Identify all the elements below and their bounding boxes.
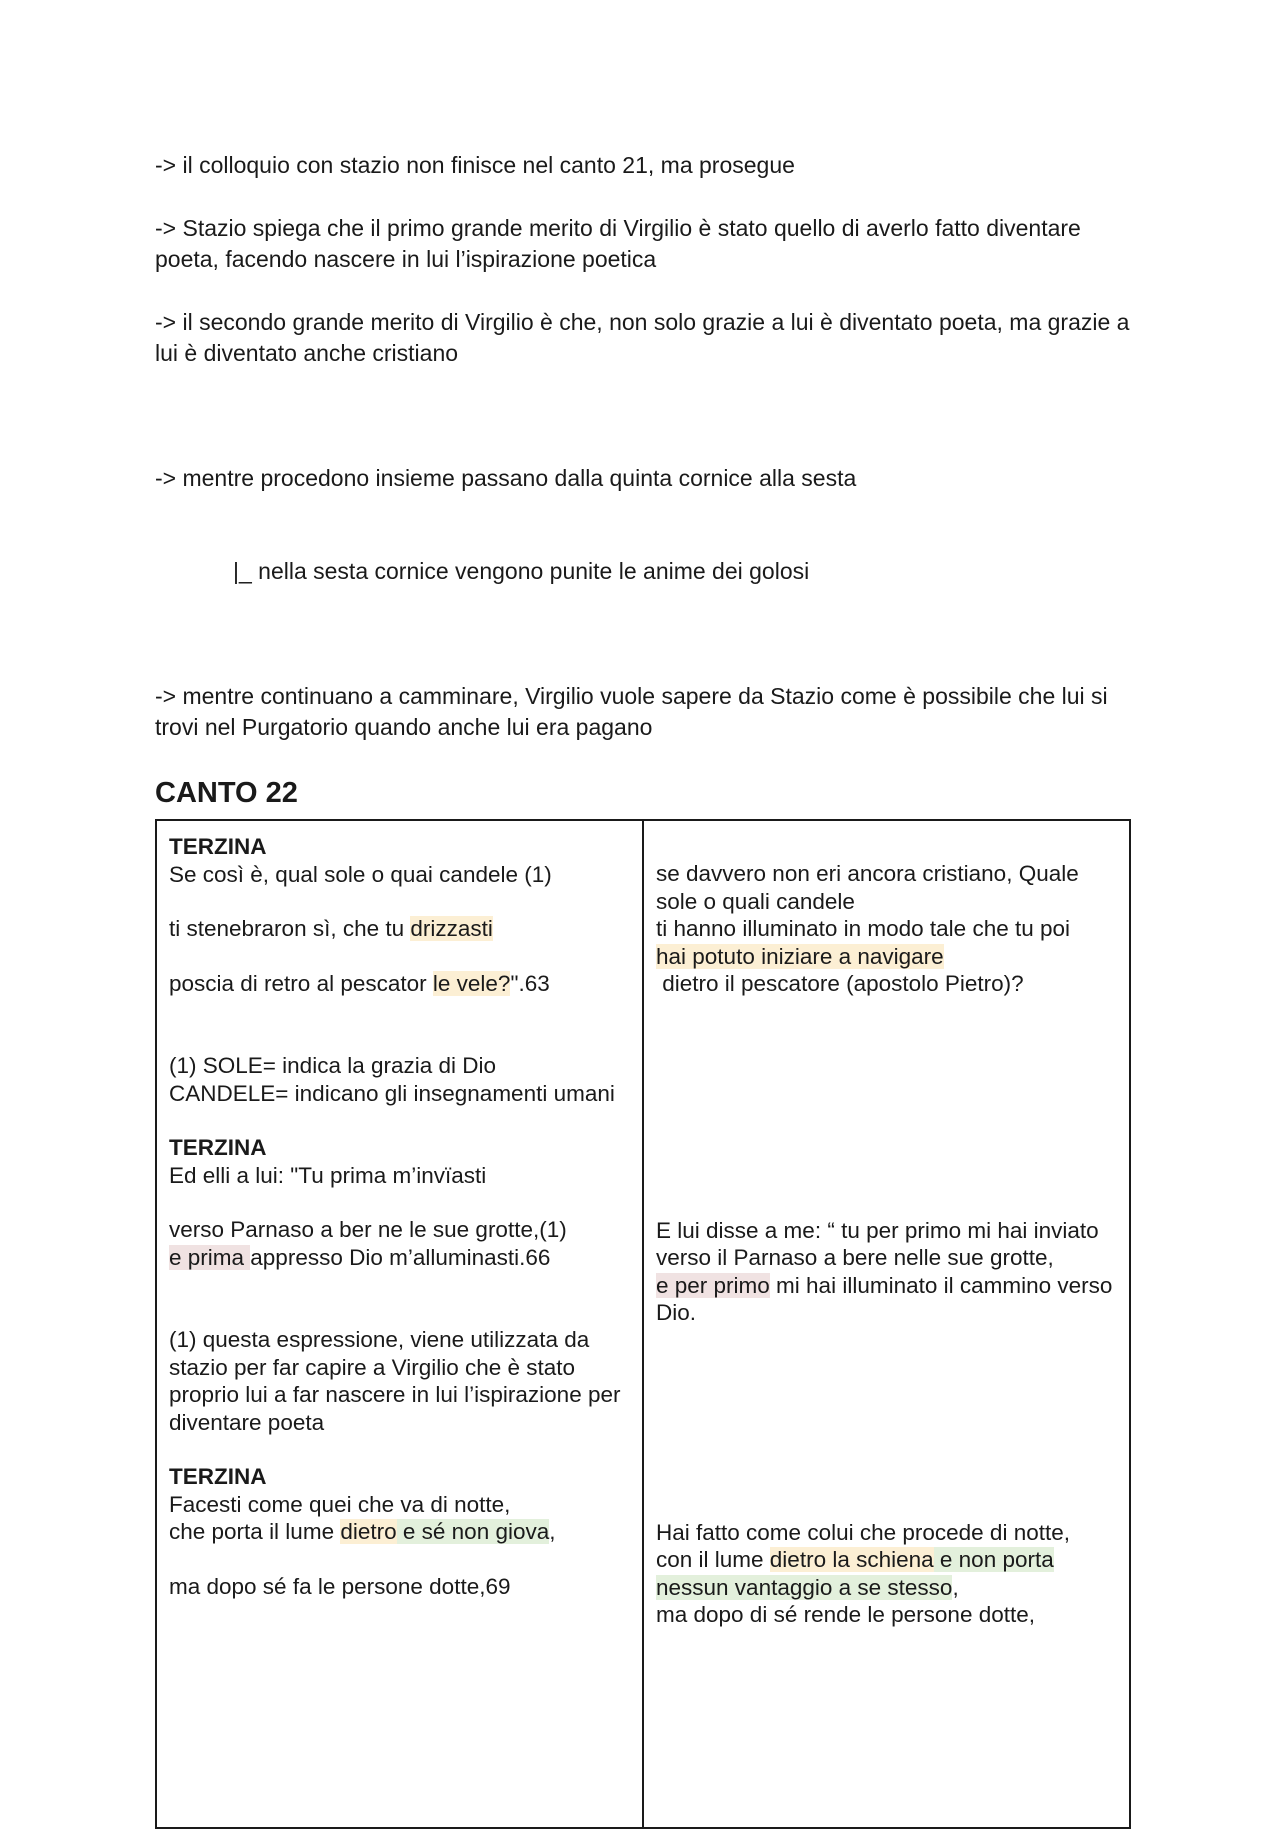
verse-line: Ed elli a lui: "Tu prima m’invïasti [169, 1162, 487, 1188]
canto-table [155, 819, 1131, 1829]
paraphrase-line: verso il Parnaso a bere nelle sue grotte, [656, 1245, 1054, 1270]
paragraph-4 [155, 401, 1130, 649]
paraphrase-line: dietro il pescatore (apostolo Pietro)? [656, 971, 1024, 996]
verse-line: verso Parnaso a ber ne le sue grotte,(1) [169, 1217, 567, 1242]
paraphrase-line: se davvero non eri ancora cristiano, Quale sole o quali candele [656, 861, 1079, 914]
paraphrase-column [643, 820, 1130, 1828]
highlight-pink: e per primo [656, 1272, 770, 1298]
paraphrase-line: ma dopo di sé rende le persone dotte, [656, 1602, 1036, 1627]
verse-line: ti stenebraron sì, che tu drizzasti [169, 916, 493, 941]
original-text-column [156, 820, 643, 1828]
note-line: CANDELE= indicano gli insegnamenti umani [169, 1080, 615, 1106]
note-line: (1) SOLE= indica la grazia di Dio [169, 1053, 497, 1078]
paraphrase-line: ti hanno illuminato in modo tale che tu poi [656, 916, 1071, 941]
highlight-pink: e prima [169, 1244, 251, 1270]
paraphrase-line: con il lume dietro la schiena e non porta nessun vantaggio a se stesso, [656, 1547, 1054, 1600]
highlight-green: e non porta nessun vantaggio a se stesso [656, 1547, 1054, 1600]
paraphrase-line: E lui disse a me: “ tu per primo mi hai inviato [656, 1217, 1099, 1243]
paraphrase-line: e per primo mi hai illuminato il cammino verso Dio. [656, 1272, 1113, 1325]
highlight-yellow: drizzasti [410, 916, 493, 941]
highlight-yellow: hai potuto iniziare a navigare [656, 943, 944, 969]
canto-title: CANTO 22 [155, 777, 298, 809]
highlight-yellow: dietro la schiena [769, 1547, 934, 1572]
verse-line: che porta il lume dietro e sé non giova, [169, 1519, 556, 1544]
paragraph-1: -> il colloquio con stazio non finisce nel canto 21, ma prosegue [155, 152, 795, 178]
verse-line: poscia di retro al pescator le vele?".63 [169, 970, 550, 996]
highlight-yellow: dietro [340, 1519, 397, 1544]
paragraph-4-main: -> mentre procedono insieme passano dalla quinta cornice alla sesta [155, 465, 857, 491]
paragraph-2: -> Stazio spiega che il primo grande merito di Virgilio è stato quello di averlo fatto diventare poeta, facendo nascere in lui l’ispirazione poetica [155, 215, 1088, 272]
paragraph-3: -> il secondo grande merito di Virgilio è che, non solo grazie a lui è diventato poeta, ma grazie a lui è diventato anche cristiano [155, 309, 1136, 366]
note-line: (1) questa espressione, viene utilizzata da stazio per far capire a Virgilio che è stato proprio lui a far nascere in lui l’ispirazione per diventare poeta [169, 1327, 621, 1435]
terzina-label: TERZINA [169, 1464, 267, 1489]
highlight-green: e sé non giova [396, 1519, 550, 1544]
paraphrase-line [656, 943, 1117, 971]
verse-line: e prima appresso Dio m’alluminasti.66 [169, 1244, 551, 1270]
verse-line: Facesti come quei che va di notte, [169, 1491, 511, 1517]
verse-line: ma dopo sé fa le persone dotte,69 [169, 1573, 511, 1599]
document-page [155, 150, 1136, 1829]
paraphrase-line: Hai fatto come colui che procede di notte, [656, 1519, 1070, 1545]
highlight-yellow: le vele? [432, 970, 511, 996]
verse-line: Se così è, qual sole o quai candele (1) [169, 861, 552, 887]
paragraph-4-sub: |_ nella sesta cornice vengono punite le anime dei golosi [233, 558, 810, 584]
paragraph-5: -> mentre continuano a camminare, Virgilio vuole sapere da Stazio come è possibile che lui si trovi nel Purgatorio quando anche lui era pagano [155, 683, 1115, 740]
terzina-label: TERZINA [169, 834, 267, 859]
terzina-label: TERZINA [169, 1135, 267, 1160]
